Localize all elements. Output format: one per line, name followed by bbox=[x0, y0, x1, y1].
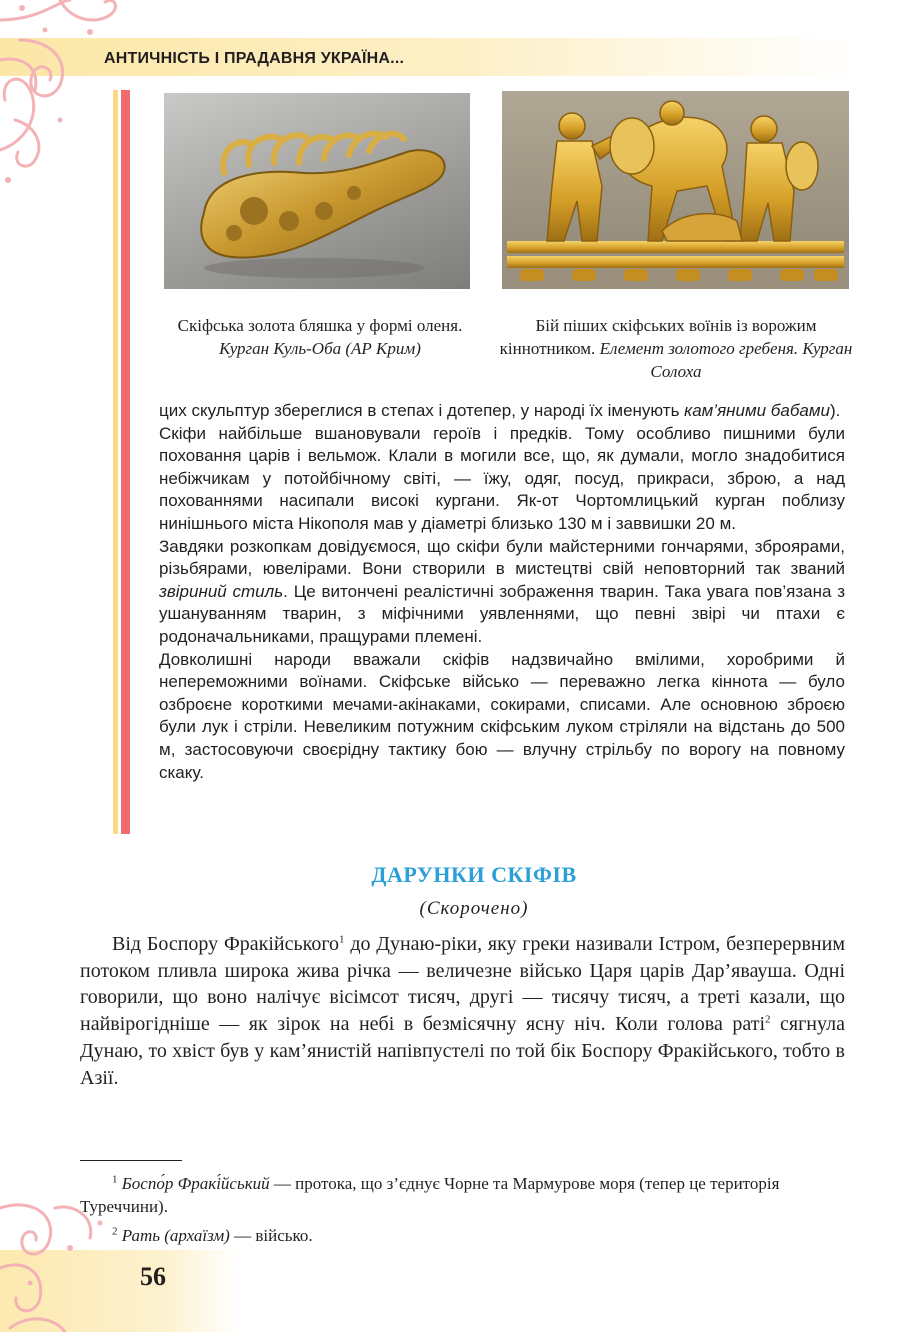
story-text-2: до Дунаю-ріки, яку греки називали Істром, безперервним потоком пливла широка жива річка — величезне військо Царя царів Дар’явауша. Одні говорили, що воно налічує вісімсот тисяч, другі — тисячу тисяч, а треті казали, що найвірогідніше — як зірок на небі в безмісячну ясну ніч. Коли голова раті bbox=[80, 933, 845, 1036]
p3-end: . Це витончені реалістичні зображення тварин. Така увага пов’язана з ушануванням тварин, з міфічними уявленнями, що певні звірі чи птахи є родоначальниками, пращурами племені. bbox=[159, 581, 846, 646]
running-header: АНТИЧНІСТЬ І ПРАДАВНЯ УКРАЇНА... bbox=[104, 50, 405, 67]
photo-scythian-battle-comb bbox=[502, 91, 849, 289]
caption-1-text: Скіфська золота бляшка у формі оленя. bbox=[177, 316, 463, 335]
paragraph-3 bbox=[159, 536, 845, 649]
story-text-1: Від Боспору Фракійського bbox=[112, 933, 340, 955]
p1-end: ). bbox=[829, 401, 841, 420]
term-animal-style: звіриний стиль bbox=[159, 581, 284, 601]
footnote-2-term: Рать (архаїзм) bbox=[121, 1226, 230, 1245]
caption-2-source: Елемент золотого гребеня. Курган Солоха bbox=[599, 339, 853, 381]
p1-text: цих скульптур збереглися в степах і дотепер, у народі їх іменують bbox=[159, 401, 685, 420]
corner-ornament-bottom bbox=[0, 1188, 130, 1332]
story-subtitle: (Скорочено) bbox=[419, 898, 529, 919]
body-text bbox=[159, 400, 845, 784]
photo-golden-deer-plaque bbox=[164, 93, 470, 289]
story-paragraph bbox=[80, 931, 845, 1091]
story-text-3: сягнула Дунаю, то хвіст був у кам’янистій напівпустелі по той бік Боспору Фракійського, тобто в Азії. bbox=[80, 1013, 845, 1089]
footnote-1-term: Боспо́р Фракі́йський bbox=[121, 1174, 270, 1193]
caption-1-source: Курган Куль-Оба (АР Крим) bbox=[219, 339, 421, 358]
footnote-2-number: 2 bbox=[112, 1225, 118, 1238]
p3-text: Завдяки розкопкам довідуємося, що скіфи були майстерними гончарями, зброярами, різьбярами, ювелірами. Вони створили в мистецтві свій неповторний так званий bbox=[159, 536, 845, 579]
page-number: 56 bbox=[140, 1262, 166, 1291]
side-bar-yellow bbox=[113, 90, 118, 834]
footnote-1-number: 1 bbox=[112, 1173, 118, 1186]
story-title: ДАРУНКИ СКІФІВ bbox=[371, 862, 577, 887]
paragraph-4: Довколишні народи вважали скіфів надзвичайно вмілими, хоробрими й непереможними воїнами. Скіфське військо — переважно легка кіннота — було озброєне короткими мечами-акінаками, сокирами, списами. Але основною зброєю були лук і стріли. Невеликим потужним скіфським луком стріляли на відстань до 500 м, застосовуючи своєрідну тактику бою — влучну стрільбу по ворогу на повному скаку. bbox=[159, 649, 845, 782]
paragraph-2: Скіфи найбільше вшановували героїв і предків. Тому особливо пишними були поховання царів і вельмож. Клали в могили все, що, як думали, могло знадобитися небіжчикам у потойбічному світі, — їжу, одяг, посуд, прикраси, зброю, а над похованнями насипали високі кургани. Як-от Чортомлицький курган поблизу нинішнього міста Нікополя мав у діаметрі близько 130 м і заввишки 20 м. bbox=[159, 423, 845, 533]
footnote-1 bbox=[80, 1172, 845, 1218]
side-bar-red bbox=[121, 90, 130, 834]
footnote-ref-2[interactable]: 2 bbox=[765, 1013, 771, 1026]
paragraph-1 bbox=[159, 400, 845, 423]
footnote-ref-1[interactable]: 1 bbox=[339, 933, 345, 946]
footnote-2 bbox=[80, 1224, 845, 1247]
corner-ornament-top bbox=[0, 0, 130, 200]
footnote-2-text: — військо. bbox=[229, 1226, 313, 1245]
footnote-divider bbox=[80, 1160, 182, 1161]
footnote-1-text: — протока, що з’єднує Чорне та Мармурове моря (тепер це територія Туреччини). bbox=[80, 1174, 780, 1216]
image-caption-2 bbox=[494, 314, 858, 383]
term-stone-babas: кам’яними бабами bbox=[684, 401, 830, 420]
image-caption-1 bbox=[160, 314, 480, 360]
caption-2-text: Бій піших скіфських воїнів із ворожим кіннотником. bbox=[499, 316, 817, 358]
